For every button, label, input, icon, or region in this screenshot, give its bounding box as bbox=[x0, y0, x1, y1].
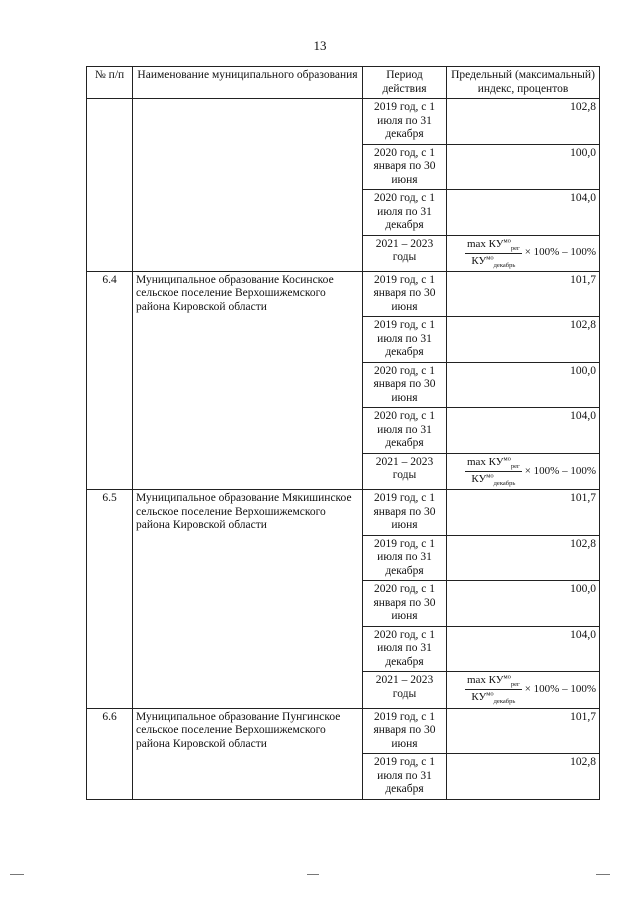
name-cell bbox=[133, 99, 363, 272]
formula-sup: мо bbox=[503, 455, 511, 463]
formula-sub: рег bbox=[510, 244, 520, 252]
formula-tail: × 100% – 100% bbox=[524, 683, 596, 696]
header-period: Период действия bbox=[363, 67, 447, 99]
period-cell: 2019 год, с 1 июля по 31 декабря bbox=[363, 99, 447, 145]
period-cell: 2020 год, с 1 января по 30 июня bbox=[363, 362, 447, 408]
index-cell: 100,0 bbox=[447, 581, 600, 627]
index-formula-cell bbox=[447, 672, 600, 708]
formula-max: max КУ bbox=[466, 237, 504, 250]
index-cell: 101,7 bbox=[447, 271, 600, 317]
formula-max: max КУ bbox=[466, 455, 504, 468]
tariff-index-table bbox=[86, 66, 600, 800]
formula-sup: мо bbox=[503, 236, 511, 244]
table-row bbox=[87, 99, 600, 145]
index-formula bbox=[450, 238, 596, 269]
header-name: Наименование муниципального образования bbox=[133, 67, 363, 99]
page-number: 13 bbox=[313, 38, 327, 53]
formula-den-sup: мо bbox=[486, 254, 494, 262]
formula-sub: рег bbox=[510, 463, 520, 471]
table-header-row bbox=[87, 67, 600, 99]
period-cell: 2019 год, с 1 июля по 31 декабря bbox=[363, 317, 447, 363]
formula-den-sup: мо bbox=[486, 690, 494, 698]
formula-fraction bbox=[465, 674, 522, 705]
table-body bbox=[87, 99, 600, 800]
period-cell: 2019 год, с 1 января по 30 июня bbox=[363, 271, 447, 317]
period-cell: 2020 год, с 1 июля по 31 декабря bbox=[363, 626, 447, 672]
formula-sub: рег bbox=[510, 681, 520, 689]
period-cell: 2020 год, с 1 июля по 31 декабря bbox=[363, 408, 447, 454]
period-cell: 2020 год, с 1 июля по 31 декабря bbox=[363, 190, 447, 236]
header-num: № п/п bbox=[87, 67, 133, 99]
index-formula bbox=[450, 674, 596, 705]
num-cell: 6.5 bbox=[87, 490, 133, 708]
formula-fraction bbox=[465, 456, 522, 487]
index-formula-cell bbox=[447, 453, 600, 489]
index-cell: 104,0 bbox=[447, 190, 600, 236]
name-cell: Муниципальное образование Пунгинское сельское поселение Верхошижемского района Кировской области bbox=[133, 708, 363, 799]
index-cell: 102,8 bbox=[447, 317, 600, 363]
formula-sup: мо bbox=[503, 673, 511, 681]
formula-den-sup: мо bbox=[486, 472, 494, 480]
index-cell: 102,8 bbox=[447, 754, 600, 800]
header-index: Предельный (максимальный) индекс, процентов bbox=[447, 67, 600, 99]
period-cell: 2019 год, с 1 января по 30 июня bbox=[363, 708, 447, 754]
name-cell: Муниципальное образование Косинское сельское поселение Верхошижемского района Кировской области bbox=[133, 271, 363, 489]
formula-den-sub: декабрь bbox=[493, 480, 516, 488]
table-row bbox=[87, 490, 600, 536]
formula-tail: × 100% – 100% bbox=[524, 246, 596, 259]
index-cell: 101,7 bbox=[447, 708, 600, 754]
index-cell: 104,0 bbox=[447, 408, 600, 454]
formula-tail: × 100% – 100% bbox=[524, 464, 596, 477]
index-cell: 100,0 bbox=[447, 144, 600, 190]
name-cell: Муниципальное образование Мякишинское сельское поселение Верхошижемского района Кировской области bbox=[133, 490, 363, 708]
period-cell: 2020 год, с 1 января по 30 июня bbox=[363, 144, 447, 190]
formula-den-sub: декабрь bbox=[493, 698, 516, 706]
table-row bbox=[87, 708, 600, 754]
num-cell bbox=[87, 99, 133, 272]
scan-marks bbox=[0, 874, 640, 884]
formula-fraction bbox=[465, 238, 522, 269]
formula-den: КУ bbox=[471, 691, 487, 704]
formula-den-sub: декабрь bbox=[493, 261, 516, 269]
formula-den: КУ bbox=[471, 473, 487, 486]
index-formula bbox=[450, 456, 596, 487]
period-cell: 2021 – 2023 годы bbox=[363, 453, 447, 489]
period-cell: 2019 год, с 1 июля по 31 декабря bbox=[363, 754, 447, 800]
table-row bbox=[87, 271, 600, 317]
formula-den: КУ bbox=[471, 254, 487, 267]
index-cell: 101,7 bbox=[447, 490, 600, 536]
index-formula-cell bbox=[447, 235, 600, 271]
index-cell: 102,8 bbox=[447, 99, 600, 145]
period-cell: 2021 – 2023 годы bbox=[363, 672, 447, 708]
num-cell: 6.4 bbox=[87, 271, 133, 489]
index-cell: 102,8 bbox=[447, 535, 600, 581]
period-cell: 2021 – 2023 годы bbox=[363, 235, 447, 271]
period-cell: 2019 год, с 1 января по 30 июня bbox=[363, 490, 447, 536]
period-cell: 2019 год, с 1 июля по 31 декабря bbox=[363, 535, 447, 581]
period-cell: 2020 год, с 1 января по 30 июня bbox=[363, 581, 447, 627]
formula-max: max КУ bbox=[466, 674, 504, 687]
num-cell: 6.6 bbox=[87, 708, 133, 799]
index-cell: 100,0 bbox=[447, 362, 600, 408]
index-cell: 104,0 bbox=[447, 626, 600, 672]
